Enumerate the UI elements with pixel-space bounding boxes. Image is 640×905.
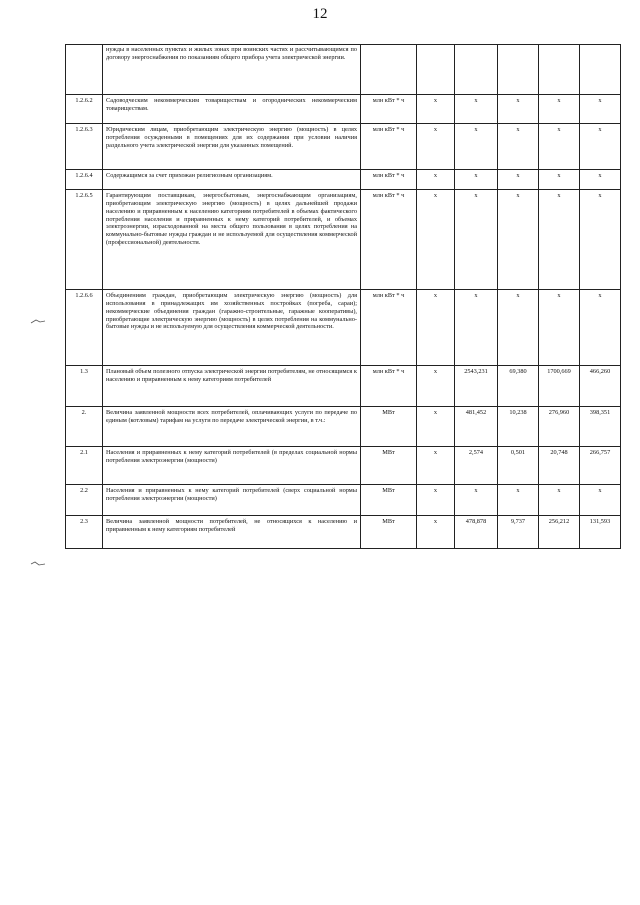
row-value: x [580, 485, 621, 516]
row-description: Гарантирующим поставщикам, энергосбытовым, энергоснабжающим организациям, приобретающим электрическую энергию (мощность) в целях дальнейшей продажи населению и приравненным к населению категориям потребителей в объемах фактического потребления населения и приравненных к нему категорий потребителей, и объемах электроэнергии, израсходованной на места общего пользования в целях потребления на коммунально-бытовые нужды граждан и не используемой для осуществления коммерческой (профессиональной) деятельности. [103, 190, 361, 290]
row-value: 256,212 [539, 516, 580, 549]
table-row [66, 95, 621, 124]
table-row [66, 190, 621, 290]
table-row [66, 170, 621, 190]
row-value: x [455, 95, 498, 124]
row-value: x [580, 190, 621, 290]
row-unit: млн кВт * ч [361, 366, 417, 407]
row-value: x [455, 290, 498, 366]
row-value: x [498, 124, 539, 170]
row-value: x [417, 407, 455, 447]
row-value: x [580, 95, 621, 124]
row-value: x [580, 124, 621, 170]
table-row [66, 447, 621, 485]
row-description: нужды в населенных пунктах и жилых зонах при воинских частях и рассчитывающимся по договору энергоснабжения по показаниям общего прибора учета электрической энергии. [103, 45, 361, 95]
row-value: x [539, 190, 580, 290]
row-value: 1700,669 [539, 366, 580, 407]
row-unit: МВт [361, 407, 417, 447]
row-value [455, 45, 498, 95]
row-value: 398,351 [580, 407, 621, 447]
row-unit [361, 45, 417, 95]
row-number: 1.2.6.3 [66, 124, 103, 170]
row-number [66, 45, 103, 95]
row-number: 2.1 [66, 447, 103, 485]
row-value: x [539, 95, 580, 124]
row-value: 266,757 [580, 447, 621, 485]
row-value: 69,380 [498, 366, 539, 407]
table-row [66, 366, 621, 407]
row-description: Величина заявленной мощности потребителей, не относящихся к населению и приравненным к нему категориям потребителей [103, 516, 361, 549]
row-description: Населения и приравненных к нему категорий потребителей (в пределах социальной нормы потребления электроэнергии (мощности) [103, 447, 361, 485]
row-number: 2. [66, 407, 103, 447]
row-number: 1.2.6.5 [66, 190, 103, 290]
row-value: 0,501 [498, 447, 539, 485]
row-value: x [455, 170, 498, 190]
row-value: x [417, 124, 455, 170]
row-value: x [417, 290, 455, 366]
page-number: 12 [312, 6, 328, 22]
row-value: x [580, 170, 621, 190]
row-description: Юридическим лицам, приобретающим электрическую энергию (мощность) в целях потребления осужденными в помещениях для их содержания при условии наличия раздельного учета электрической энергии для указанных помещений. [103, 124, 361, 170]
row-description: Садоводческим некоммерческим товариществам и огороднических некоммерческим товариществам. [103, 95, 361, 124]
table-row [66, 516, 621, 549]
row-value: x [498, 290, 539, 366]
row-value: x [417, 190, 455, 290]
row-value: x [539, 124, 580, 170]
row-value: x [417, 170, 455, 190]
row-value: x [455, 124, 498, 170]
row-value: 10,238 [498, 407, 539, 447]
row-value: 20,748 [539, 447, 580, 485]
row-value: x [539, 485, 580, 516]
table-row [66, 124, 621, 170]
row-value: x [417, 485, 455, 516]
row-value: x [498, 170, 539, 190]
table-row [66, 45, 621, 95]
row-value: 2,574 [455, 447, 498, 485]
row-value: x [498, 95, 539, 124]
row-description: Населения и приравненных к нему категорий потребителей (сверх социальной нормы потребления электроэнергии (мощности) [103, 485, 361, 516]
table-row [66, 485, 621, 516]
scan-artifact-mark [30, 318, 46, 326]
row-unit: млн кВт * ч [361, 124, 417, 170]
row-number: 1.2.6.6 [66, 290, 103, 366]
row-number: 2.2 [66, 485, 103, 516]
row-unit: млн кВт * ч [361, 170, 417, 190]
row-value: 276,960 [539, 407, 580, 447]
row-value: x [417, 516, 455, 549]
row-value: x [539, 290, 580, 366]
row-value: 466,260 [580, 366, 621, 407]
row-value: x [498, 190, 539, 290]
row-number: 1.2.6.4 [66, 170, 103, 190]
row-number: 1.2.6.2 [66, 95, 103, 124]
row-value: x [417, 366, 455, 407]
row-value: x [455, 190, 498, 290]
row-value: 131,593 [580, 516, 621, 549]
row-value: x [498, 485, 539, 516]
row-unit: млн кВт * ч [361, 190, 417, 290]
row-value: x [417, 95, 455, 124]
row-value: x [417, 447, 455, 485]
row-number: 2.3 [66, 516, 103, 549]
row-description: Плановый объем полезного отпуска электрической энергии потребителям, не относящимся к населению и приравненным к нему категориям потребителей [103, 366, 361, 407]
row-unit: млн кВт * ч [361, 95, 417, 124]
row-unit: МВт [361, 516, 417, 549]
row-number: 1.3 [66, 366, 103, 407]
row-value [498, 45, 539, 95]
row-value: 2543,231 [455, 366, 498, 407]
row-description: Величина заявленной мощности всех потребителей, оплачивающих услуги по передаче по единым (котловым) тарифам на услуги по передаче электрической энергии, в т.ч.: [103, 407, 361, 447]
table-row [66, 407, 621, 447]
row-unit: млн кВт * ч [361, 290, 417, 366]
row-unit: МВт [361, 485, 417, 516]
row-value: x [455, 485, 498, 516]
row-description: Содержащимся за счет прихожан религиозным организациям. [103, 170, 361, 190]
row-value: 478,878 [455, 516, 498, 549]
row-value [417, 45, 455, 95]
row-value: x [539, 170, 580, 190]
row-value: 9,737 [498, 516, 539, 549]
row-value: 481,452 [455, 407, 498, 447]
scan-artifact-mark [30, 560, 46, 568]
table-row [66, 290, 621, 366]
tariff-table [65, 44, 621, 549]
row-value: x [580, 290, 621, 366]
row-value [580, 45, 621, 95]
row-description: Объединениям граждан, приобретающим электрическую энергию (мощность) для использования в принадлежащих им хозяйственных постройках (погреба, сараи); некоммерческие объединения граждан (гаражно-строительные, гаражные кооперативы), приобретающие электрическую энергию (мощность) в целях потребления на коммунально-бытовые нужды и не используемую для осуществления коммерческой деятельности. [103, 290, 361, 366]
row-value [539, 45, 580, 95]
row-unit: МВт [361, 447, 417, 485]
